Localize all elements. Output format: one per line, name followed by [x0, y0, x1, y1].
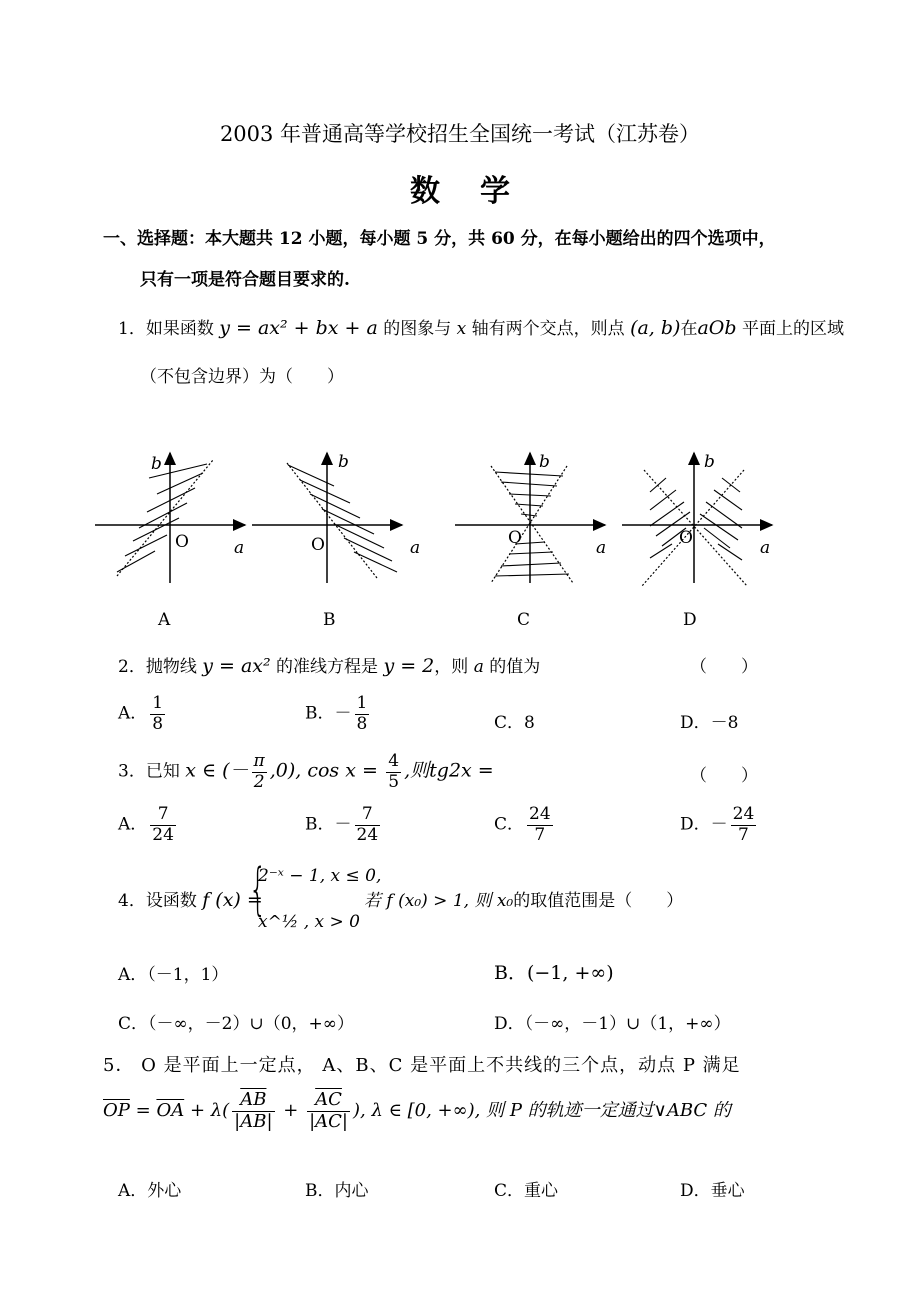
question-4-option-a: A．（－1，1）	[118, 965, 229, 985]
question-5-option-c: C．重心	[494, 1181, 559, 1201]
graph-a-origin-label: O	[175, 532, 189, 552]
graph-c-b-label: b	[539, 452, 550, 472]
question-4-condition: 若 f (x₀) > 1, 则 x₀的取值范围是（ ）	[364, 891, 684, 911]
question-3-option-b: B．－ $\frac{7}{24}$	[305, 804, 379, 845]
piecewise-case-2: x^½ , x > 0	[258, 912, 360, 932]
question-2-option-c: C．8	[494, 713, 535, 733]
graph-a-a-label: a	[234, 538, 245, 558]
graph-b-a-label: a	[410, 538, 421, 558]
question-3-option-a: A． $\frac{7}{24}$	[118, 804, 174, 845]
piecewise-case-1: 2⁻ˣ − 1, x ≤ 0,	[258, 866, 382, 886]
question-1-line2: （不包含边界）为（ ）	[140, 367, 344, 387]
question-3-answer-paren: （ ）	[690, 766, 758, 786]
graph-d	[622, 448, 782, 588]
question-5-option-a: A．外心	[118, 1181, 182, 1201]
question-2-answer-paren: （ ）	[690, 657, 758, 677]
graph-a-b-label: b	[151, 454, 162, 474]
question-3-option-d: D．－ $\frac{24}{7}$	[680, 804, 755, 845]
question-4-prefix: 4．设函数 f (x) =	[118, 889, 263, 911]
graph-c-a-label: a	[596, 538, 607, 558]
graph-b-origin-label: O	[311, 535, 325, 555]
question-5-option-d: D．垂心	[680, 1181, 745, 1201]
question-3-option-c: C． $\frac{24}{7}$	[494, 804, 551, 845]
question-5-option-b: B．内心	[305, 1181, 369, 1201]
question-5-line1: 5． O 是平面上一定点， A、B、C 是平面上不共线的三个点，动点 P 满足	[103, 1055, 741, 1076]
section-heading-line2: 只有一项是符合题目要求的.	[140, 270, 350, 290]
exam-title: 2003 年普通高等学校招生全国统一考试（江苏卷）	[219, 122, 701, 146]
question-1-line1: 1．如果函数 y = ax² + bx + a 的图象与 x 轴有两个交点，则点 (a, b)在aOb 平面上的区域	[118, 317, 844, 339]
graph-d-origin-label: O	[679, 528, 693, 548]
question-4-option-d: D．（－∞，－1）∪（1，+∞）	[494, 1014, 731, 1034]
graph-c	[455, 448, 615, 588]
graph-b-b-label: b	[338, 452, 349, 472]
section-heading-line1: 一、选择题：本大题共 12 小题，每小题 5 分，共 60 分，在每小题给出的四个选项中，	[103, 229, 776, 249]
subject-title: 数学	[410, 174, 550, 209]
graph-a	[95, 448, 255, 588]
question-5-formula: $\overline{OP} = \overline{OA} + \lambda$( $\frac{\overline{AB}}{|AB|}$ + $\frac{\overline{AC}}{|AC|}$ ), λ ∈ [0, +∞), 则 P 的轨迹一定通过∨ABC 的	[103, 1089, 731, 1132]
graph-option-a: A	[158, 610, 171, 630]
graph-option-c: C	[517, 610, 531, 630]
graph-b	[252, 448, 412, 588]
graph-option-b: B	[323, 610, 336, 630]
question-2-option-d: D．－8	[680, 713, 739, 733]
graph-option-d: D	[683, 610, 697, 630]
question-4-option-b: B．(−1, +∞)	[494, 962, 614, 984]
question-2-stem: 2．抛物线 y = ax² 的准线方程是 y = 2，则 a 的值为	[118, 655, 541, 677]
graph-d-a-label: a	[760, 538, 771, 558]
piecewise-brace: {	[248, 857, 267, 922]
graph-d-b-label: b	[704, 452, 715, 472]
graph-c-origin-label: O	[508, 528, 522, 548]
question-3-stem: 3．已知 x ∈ (－ $\frac{\pi}{2}$ ,0), cos x = $\frac{4}{5}$ ,则tg2x =	[118, 751, 494, 792]
question-2-option-b: B．－ $\frac{1}{8}$	[305, 693, 368, 734]
question-2-option-a: A． $\frac{1}{8}$	[118, 693, 164, 734]
question-4-option-c: C．（－∞，－2）∪（0，+∞）	[118, 1014, 354, 1034]
